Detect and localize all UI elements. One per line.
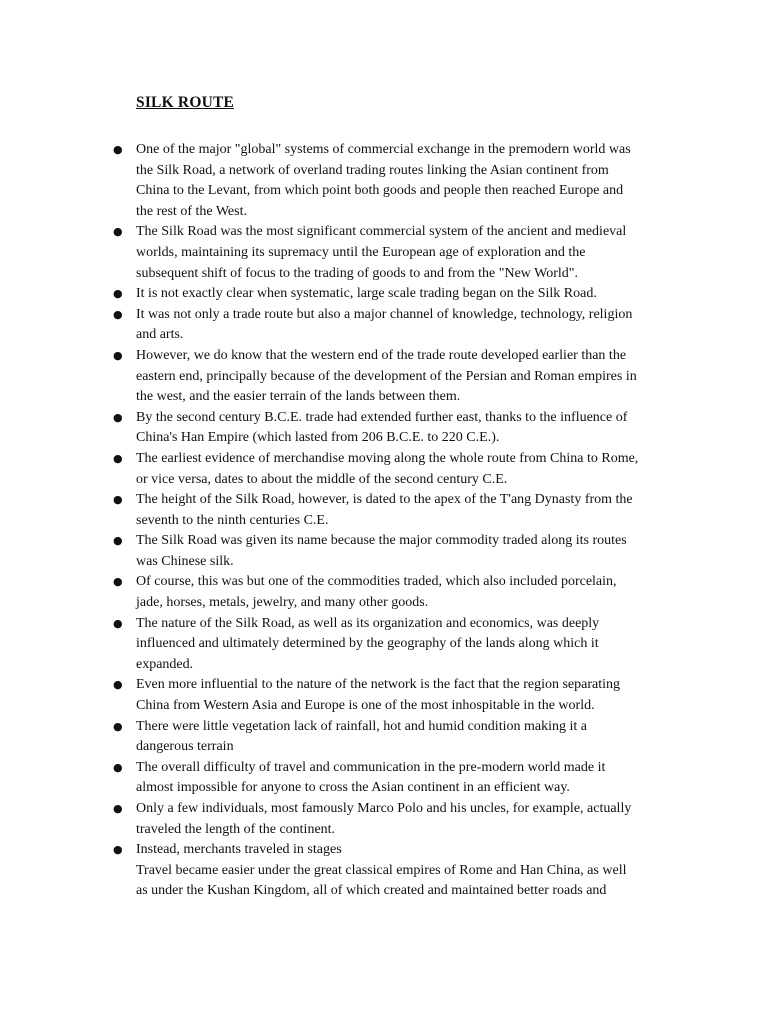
text-line: The height of the Silk Road, however, is dated to the apex of the T'ang Dynasty from the: [136, 492, 633, 508]
page-title: SILK ROUTE: [136, 94, 235, 111]
bullet-item: [0, 758, 681, 799]
text-line: eastern end, principally because of the development of the Persian and Roman empires in: [136, 368, 637, 384]
bullet-dot-icon: ●: [113, 225, 123, 239]
bullet-item: [0, 305, 681, 346]
bullet-dot-icon: ●: [113, 287, 123, 301]
text-line: influenced and ultimately determined by the geography of the lands along which it: [136, 636, 599, 652]
bullet-dot-icon: ●: [113, 678, 123, 692]
text-line: expanded.: [136, 656, 194, 672]
bullet-dot-icon: ●: [113, 493, 123, 507]
text-line: jade, horses, metals, jewelry, and many other goods.: [136, 595, 429, 611]
bullet-item: [0, 531, 681, 572]
bullet-dot-icon: ●: [113, 451, 123, 465]
text-line: almost impossible for anyone to cross the Asian continent in an efficient way.: [136, 780, 570, 796]
bullet-dot-icon: ●: [113, 307, 123, 321]
text-line: China from Western Asia and Europe is one of the most inhospitable in the world.: [136, 698, 595, 714]
bullet-item: [0, 799, 681, 840]
text-line: The overall difficulty of travel and communication in the pre-modern world made it: [136, 759, 606, 775]
text-line: Only a few individuals, most famously Marco Polo and his uncles, for example, actually: [136, 801, 632, 816]
text-line: traveled the length of the continent.: [136, 821, 336, 837]
bullet-item: [0, 408, 681, 449]
text-line: the Silk Road, a network of overland trading routes linking the Asian continent from: [136, 162, 609, 178]
text-line: It was not only a trade route but also a major channel of knowledge, technology, religion: [136, 306, 633, 322]
bullet-dot-icon: ●: [113, 534, 123, 548]
text-line: One of the major "global" systems of commercial exchange in the premodern world was: [136, 142, 631, 157]
text-line: The nature of the Silk Road, as well as its organization and economics, was deeply: [136, 615, 600, 631]
bullet-dot-icon: ●: [113, 616, 123, 630]
text-line: Even more influential to the nature of the network is the fact that the region separating: [136, 677, 620, 693]
text-line: China to the Levant, from which point both goods and people then reached Europe and: [136, 183, 624, 199]
bullet-item: [0, 840, 681, 861]
continuation-paragraph: [0, 861, 768, 902]
text-line: as under the Kushan Kingdom, all of which created and maintained better roads and: [136, 883, 607, 899]
bullet-dot-icon: ●: [113, 410, 123, 424]
bullet-dot-icon: ●: [113, 575, 123, 589]
bullet-dot-icon: ●: [113, 348, 123, 362]
text-line: the west, and the easier terrain of the lands between them.: [136, 389, 461, 405]
text-line: The Silk Road was given its name because the major commodity traded along its routes: [136, 533, 627, 549]
bullet-item: [0, 449, 681, 490]
bullet-item: [0, 140, 681, 222]
text-line: Instead, merchants traveled in stages: [136, 842, 342, 858]
text-line: There were little vegetation lack of rainfall, hot and humid condition making it a: [136, 718, 587, 734]
text-line: Travel became easier under the great classical empires of Rome and Han China, as well: [136, 862, 627, 878]
text-line: worlds, maintaining its supremacy until the European age of exploration and the: [136, 244, 586, 260]
bullet-item: [0, 675, 681, 716]
bullet-dot-icon: ●: [113, 143, 123, 156]
text-line: By the second century B.C.E. trade had extended further east, thanks to the influence of: [136, 409, 628, 425]
text-line: seventh to the ninth centuries C.E.: [136, 512, 329, 528]
text-line: It is not exactly clear when systematic, large scale trading began on the Silk Road.: [136, 286, 597, 302]
text-line: The Silk Road was the most significant commercial system of the ancient and medieval: [136, 224, 627, 240]
text-line: and arts.: [136, 327, 184, 343]
bullet-item: [0, 717, 681, 758]
bullet-item: [0, 346, 681, 408]
bullet-dot-icon: ●: [113, 843, 123, 857]
text-line: dangerous terrain: [136, 739, 234, 755]
bullet-item: [0, 490, 681, 531]
bullet-dot-icon: ●: [113, 802, 123, 815]
text-line: was Chinese silk.: [136, 553, 234, 569]
bullet-dot-icon: ●: [113, 760, 123, 774]
text-line: the rest of the West.: [136, 203, 247, 219]
text-line: China's Han Empire (which lasted from 206 B.C.E. to 220 C.E.).: [136, 430, 500, 446]
text-line: subsequent shift of focus to the trading of goods to and from the "New World".: [136, 265, 579, 281]
bullet-item: [0, 572, 681, 613]
text-line: However, we do know that the western end of the trade route developed earlier than the: [136, 347, 627, 363]
bullet-item: [0, 222, 681, 284]
bullet-item: [0, 614, 681, 676]
text-line: or vice versa, dates to about the middle of the second century C.E.: [136, 471, 508, 487]
text-line: Of course, this was but one of the commodities traded, which also included porcelain,: [136, 574, 617, 590]
bullet-item: [0, 284, 681, 305]
bullet-dot-icon: ●: [113, 719, 123, 733]
bullet-list: [0, 140, 768, 902]
text-line: The earliest evidence of merchandise moving along the whole route from China to Rome,: [136, 450, 639, 466]
